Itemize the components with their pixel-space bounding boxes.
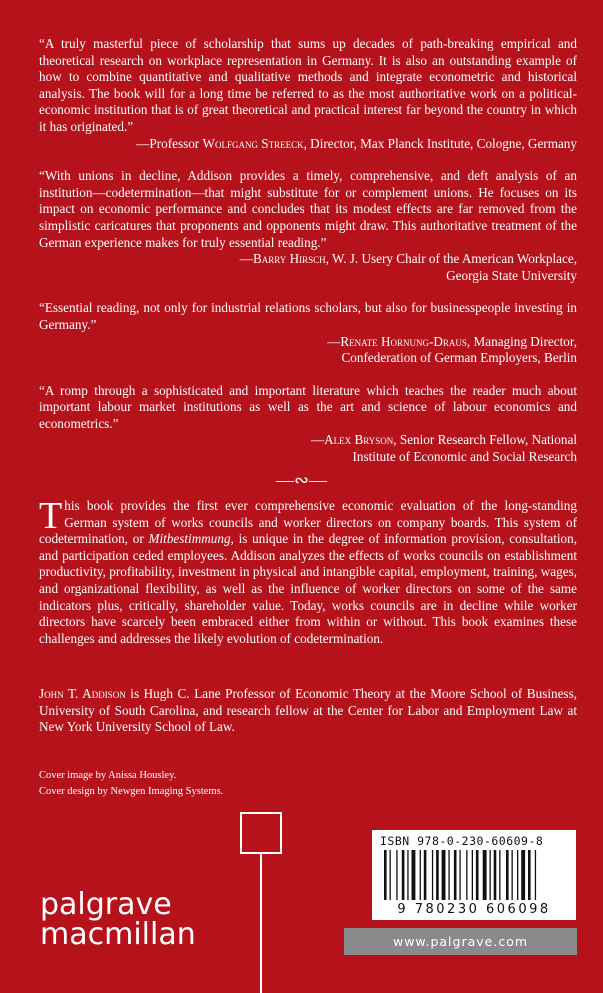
book-description bbox=[39, 495, 578, 647]
quote-text: “With unions in decline, Addison provides a timely, comprehensive, and deft analysis of an institution—codetermination—that might substitute for or complement unions. He focuses on its impact on economic performance and concludes that its modest effects are far removed from the simplistic caricatures that proponents and opponents might draw. This authoritative treatment of the German experience makes for truly essential reading.” bbox=[39, 168, 577, 250]
endorsement-2 bbox=[39, 168, 577, 284]
endorsement-4 bbox=[39, 383, 577, 466]
attr-name: Wolfgang Streeck bbox=[202, 135, 304, 151]
barcode-bar bbox=[499, 850, 500, 900]
barcode-bar bbox=[432, 850, 433, 900]
barcode-bar bbox=[459, 850, 460, 900]
publisher-logo-line bbox=[260, 854, 262, 993]
attr-rest: , Managing Director, bbox=[466, 333, 577, 349]
barcode-bar bbox=[402, 850, 405, 900]
attr-rest: , Director, Max Planck Institute, Cologne, Germany bbox=[303, 135, 577, 151]
barcode-bar bbox=[390, 850, 391, 900]
publisher-line1: palgrave bbox=[40, 887, 172, 922]
quote-attribution bbox=[39, 334, 577, 351]
barcode-bar bbox=[476, 850, 479, 900]
attr-name: Alex Bryson bbox=[324, 432, 394, 448]
attr-rest: , W. J. Usery Chair of the American Workplace, bbox=[325, 251, 577, 267]
attr-prefix: — bbox=[310, 432, 325, 448]
barcode-bar bbox=[521, 850, 525, 900]
barcode-bar bbox=[517, 850, 518, 900]
barcode-bar bbox=[506, 850, 509, 900]
publisher-logo-square bbox=[240, 812, 282, 854]
attr-line2: Institute of Economic and Social Research bbox=[352, 449, 577, 465]
barcode-bar bbox=[466, 850, 467, 900]
barcode-bar bbox=[442, 850, 446, 900]
isbn-text: ISBN 978-0-230-60609-8 bbox=[380, 834, 544, 848]
barcode-bar bbox=[448, 850, 449, 900]
barcode-bar bbox=[407, 850, 408, 900]
drop-cap: T bbox=[39, 495, 63, 537]
barcode-digits: 9 780230 606098 bbox=[397, 902, 551, 917]
publisher-line2: macmillan bbox=[40, 917, 196, 952]
ornament-divider: —∾— bbox=[275, 470, 328, 490]
barcode-bar bbox=[420, 850, 421, 900]
quote-text: “Essential reading, not only for industrial relations scholars, but also for businesspeople investing in Germany.” bbox=[39, 300, 577, 332]
barcode-bar bbox=[424, 850, 427, 900]
attr-name: Renate Hornung-Draus bbox=[340, 333, 467, 349]
quote-attribution bbox=[39, 432, 577, 449]
barcode-bar bbox=[412, 850, 416, 900]
cover-image-credit: Cover image by Anissa Housley. bbox=[39, 770, 177, 781]
description-part1: his book provides the first ever comprehensive economic evaluation of the long-standing German system of works councils and worker directors on company boards. This system of codetermination, or bbox=[39, 498, 577, 547]
bio-text: is Hugh C. Lane Professor of Economic Theory at the Moore School of Business, University of South Carolina, and research fellow at the Center for Labor and Employment Law at New York University School of Law. bbox=[39, 686, 577, 735]
attr-line2: Confederation of German Employers, Berlin bbox=[341, 350, 577, 366]
endorsements bbox=[39, 36, 577, 482]
description-part2: is unique in the degree of information provision, consultation, and participation ceded employees. Addison analyzes the effects of works councils on establishment productivity, profitability, investment in physical and intangible capital, employment, training, wages, and organizational flexibility, as well as the influence of worker directors on some of the same indicators plus, critically, shareholder value. Today, works councils are in decline while worker directors have scarcely been embraced either from within or without. This book examines these challenges and addresses the likely evolution of codetermination. bbox=[39, 531, 578, 646]
barcode bbox=[372, 830, 576, 920]
endorsement-3 bbox=[39, 300, 577, 366]
barcode-bars bbox=[384, 850, 564, 902]
quote-attribution bbox=[39, 136, 577, 153]
cover-credits bbox=[39, 768, 439, 799]
barcode-bar bbox=[490, 850, 491, 900]
author-bio bbox=[39, 686, 577, 736]
barcode-bar bbox=[454, 850, 457, 900]
barcode-bar bbox=[396, 850, 397, 900]
description-italic: Mitbestimmung, bbox=[148, 531, 234, 547]
attr-prefix: — bbox=[239, 251, 253, 267]
barcode-bar bbox=[483, 850, 487, 900]
barcode-bar bbox=[384, 850, 387, 900]
barcode-bar bbox=[472, 850, 473, 900]
quote-text: “A truly masterful piece of scholarship that sums up decades of path-breaking empirical and theoretical research on workplace representation in Germany. It is also an outstanding example of how to combine quantitative and qualitative methods and integrate econometric and historical analysis. The book will for a long time be referred to as the most authoritative work on a political-economic institution that is of great theoretical and practical interest far beyond the country in which it has originated.” bbox=[39, 36, 577, 134]
barcode-bar bbox=[494, 850, 497, 900]
barcode-bar bbox=[512, 850, 513, 900]
quote-attribution bbox=[39, 251, 577, 268]
attr-prefix: — bbox=[327, 333, 341, 349]
cover-design-credit: Cover design by Newgen Imaging Systems. bbox=[39, 785, 224, 797]
quote-text: “A romp through a sophisticated and important literature which teaches the reader much about important labour market institutions as well as the art and science of labour economics and econometrics.” bbox=[39, 382, 577, 431]
author-name: John T. Addison bbox=[39, 686, 126, 701]
endorsement-1 bbox=[39, 36, 577, 152]
attr-prefix: —Professor bbox=[136, 135, 203, 151]
barcode-bar bbox=[528, 850, 531, 900]
publisher-url[interactable]: www.palgrave.com bbox=[344, 928, 577, 955]
barcode-bar bbox=[535, 850, 536, 900]
attr-name: Barry Hirsch bbox=[252, 251, 326, 267]
publisher-wordmark bbox=[40, 887, 196, 952]
barcode-bar bbox=[436, 850, 439, 900]
attr-rest: , Senior Research Fellow, National bbox=[393, 432, 577, 448]
attr-line2: Georgia State University bbox=[446, 267, 577, 283]
